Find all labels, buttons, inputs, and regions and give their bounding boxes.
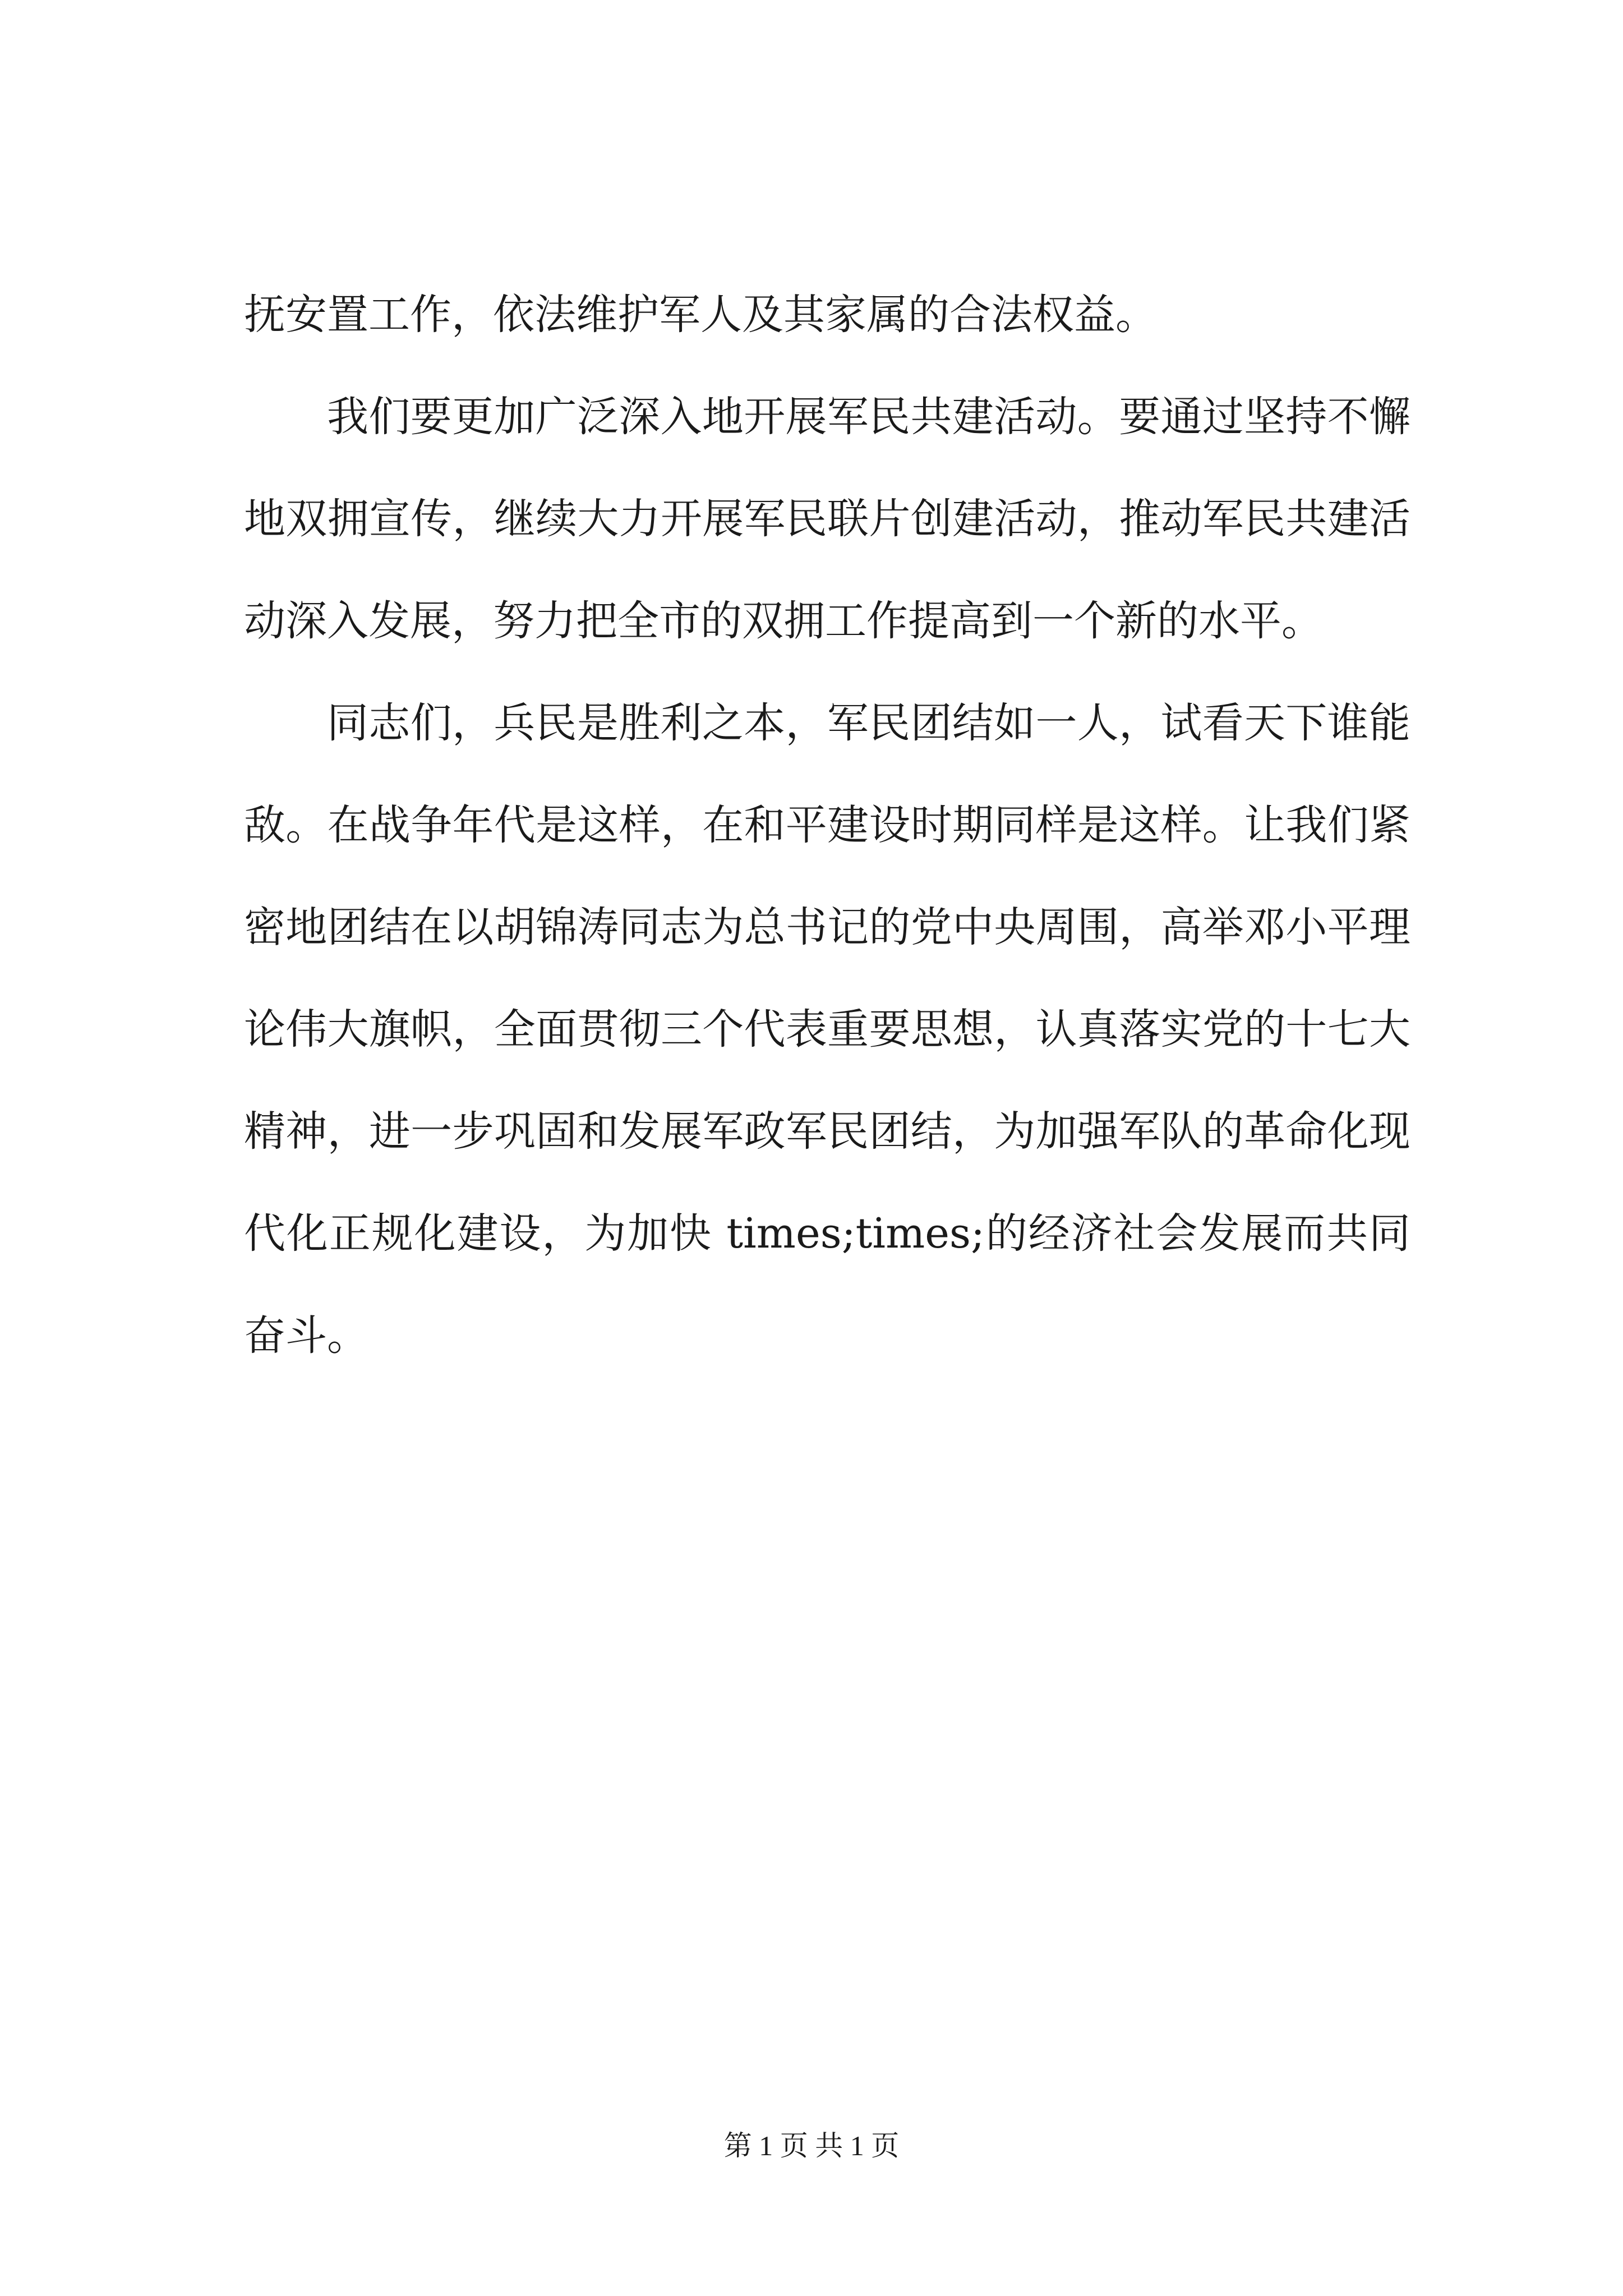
paragraph-1-line-1: 抚安置工作，依法维护军人及其家属的合法权益。	[244, 291, 1157, 339]
page-footer: 第 1 页 共 1 页	[723, 2130, 900, 2161]
paragraph-3-line-3: 密地团结在以胡锦涛同志为总书记的党中央周围，高举邓小平理	[244, 903, 1410, 951]
paragraph-2-line-1: 我们要更加广泛深入地开展军民共建活动。要通过坚持不懈	[327, 393, 1410, 441]
paragraph-3-line-1: 同志们，兵民是胜利之本，军民团结如一人，试看天下谁能	[327, 699, 1410, 747]
paragraph-3-line-7: 奋斗。	[244, 1312, 368, 1360]
paragraph-3-line-5: 精神，进一步巩固和发展军政军民团结，为加强军队的革命化现	[244, 1107, 1410, 1156]
paragraph-3-line-4: 论伟大旗帜，全面贯彻三个代表重要思想，认真落实党的十七大	[244, 1005, 1410, 1053]
paragraph-3-line-6: 代化正规化建设，为加快 times;times;的经济社会发展而共同	[244, 1209, 1410, 1258]
paragraph-3-line-2: 敌。在战争年代是这样，在和平建设时期同样是这样。让我们紧	[244, 801, 1410, 849]
paragraph-2-line-3: 动深入发展，努力把全市的双拥工作提高到一个新的水平。	[244, 597, 1323, 645]
paragraph-2-line-2: 地双拥宣传，继续大力开展军民联片创建活动，推动军民共建活	[244, 495, 1410, 543]
document-body	[244, 264, 1410, 1387]
